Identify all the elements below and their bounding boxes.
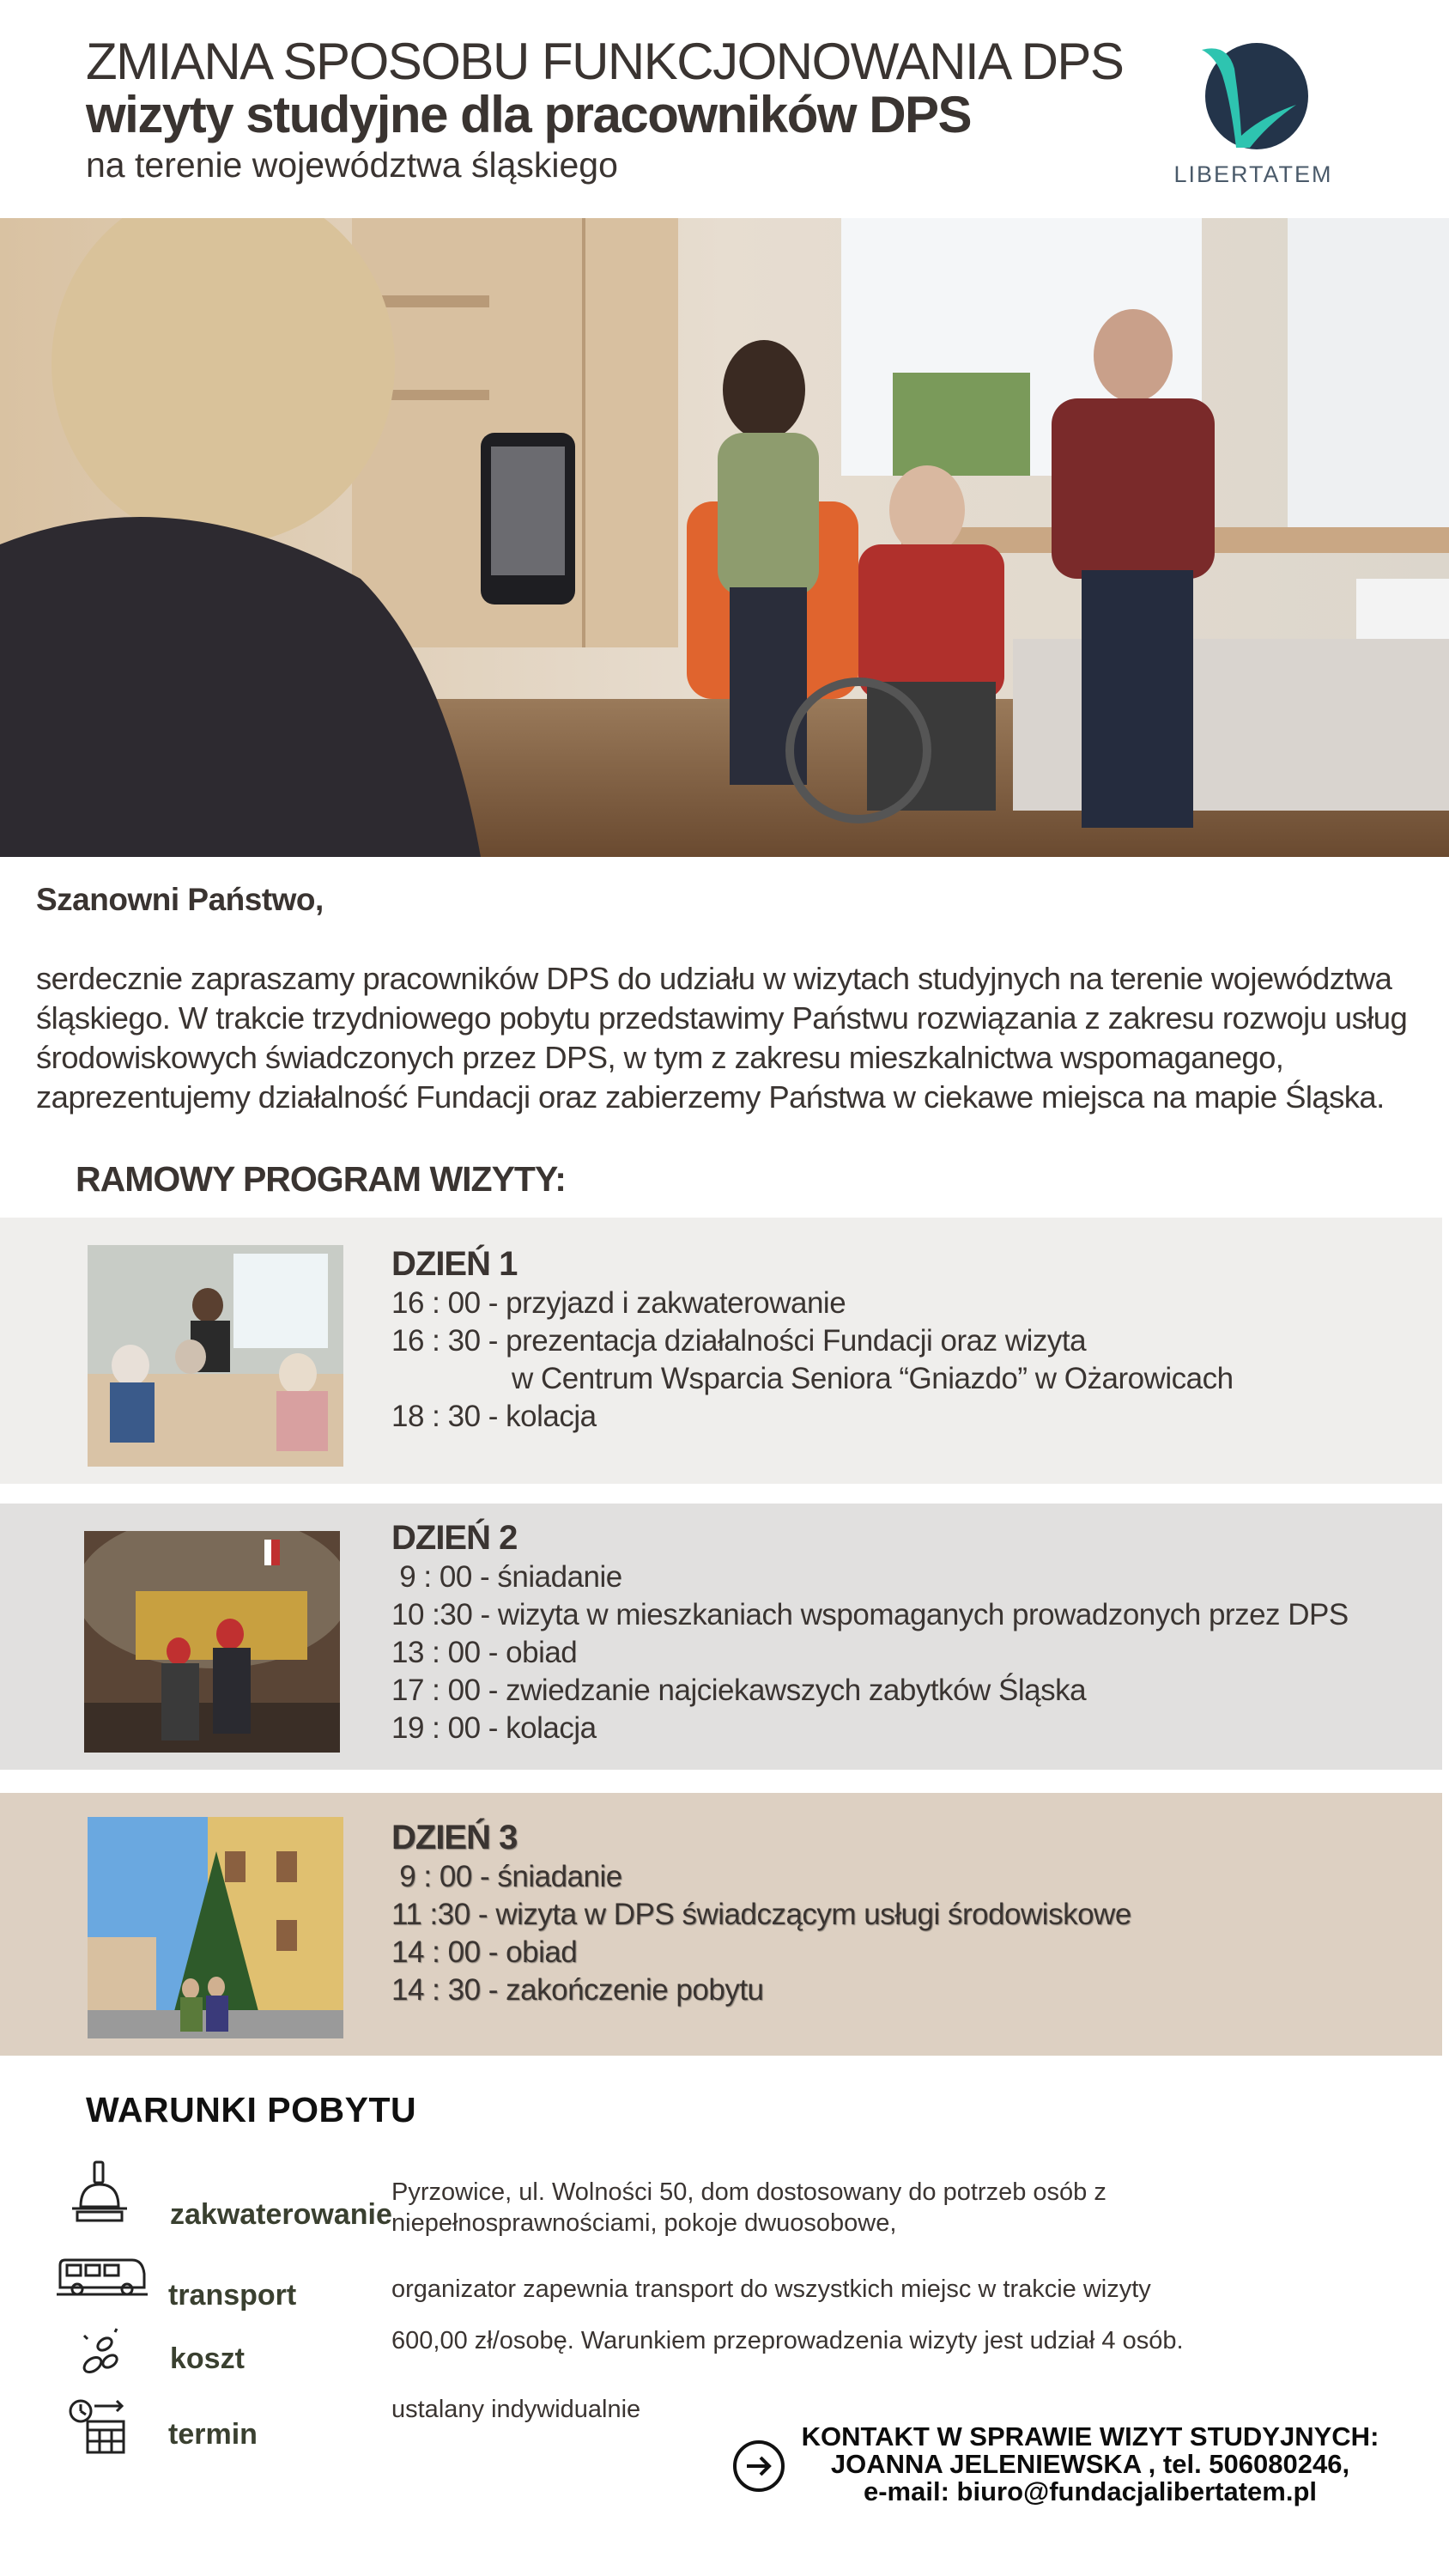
- calendar-icon: [65, 2396, 129, 2460]
- day-2-item-1: 9 : 00 - śniadanie: [391, 1560, 622, 1594]
- bus-icon: [55, 2255, 149, 2302]
- contact-block: [773, 2423, 1408, 2506]
- title-line-1: ZMIANA SPOSOBU FUNKCJONOWANIA DPS: [86, 33, 1124, 90]
- logo-text: LIBERTATEM: [1173, 161, 1333, 187]
- day-2-item-2: 10 :30 - wizyta w mieszkaniach wspomaganych prowadzonych przez DPS: [391, 1598, 1349, 1631]
- day-3-item-2: 11 :30 - wizyta w DPS świadczącym usługi środowiskowe: [391, 1898, 1131, 1931]
- hero-photo: [0, 218, 1449, 857]
- day-1-section: [0, 1218, 1442, 1484]
- day-3-item-1: 9 : 00 - śniadanie: [391, 1860, 622, 1893]
- title-line-2: wizyty studyjne dla pracowników DPS: [86, 86, 972, 143]
- libertatem-logo: [1167, 34, 1339, 189]
- day-3-title: DZIEŃ 3: [391, 1819, 518, 1856]
- day-1-item-2: 16 : 30 - prezentacja działalności Fundacji oraz wizyta: [391, 1324, 1087, 1358]
- day-2-item-3: 13 : 00 - obiad: [391, 1636, 578, 1669]
- day-2-schedule: [391, 1517, 1349, 1747]
- transport-text: organizator zapewnia transport do wszystkich miejsc w trakcie wizyty: [391, 2275, 1151, 2303]
- day-1-title: DZIEŃ 1: [391, 1245, 518, 1283]
- transport-label: transport: [168, 2279, 297, 2312]
- intro-paragraph: serdecznie zapraszamy pracowników DPS do udziału w wizytach studyjnych na terenie województwa śląskiego. W trakcie trzydniowego pobytu przedstawimy Państwu rozwiązania z zakresu rozwoju usług środowiskowych świadczonych przez DPS, w tym z zakresu mieszkalnictwa wspomaganego, zaprezentujemy działalność Fundacji oraz zabierzemy Państwa w ciekawe miejsca na mapie Śląska.: [36, 961, 1408, 1115]
- accommodation-text: Pyrzowice, ul. Wolności 50, dom dostosowany do potrzeb osób z niepełnosprawnościami, pokoje dwuosobowe,: [391, 2178, 1106, 2237]
- day-1-item-3: 18 : 30 - kolacja: [391, 1400, 597, 1433]
- accommodation-label: zakwaterowanie: [170, 2198, 392, 2231]
- day-1-item-1: 16 : 00 - przyjazd i zakwaterowanie: [391, 1286, 846, 1320]
- cost-text: 600,00 zł/osobę. Warunkiem przeprowadzenia wizyty jest udział 4 osób.: [391, 2327, 1184, 2354]
- coins-icon: [76, 2327, 124, 2383]
- day-3-item-3: 14 : 00 - obiad: [391, 1935, 578, 1969]
- program-title: RAMOWY PROGRAM WIZYTY:: [76, 1159, 566, 1199]
- day-2-title: DZIEŃ 2: [391, 1519, 518, 1557]
- day-3-item-4: 14 : 30 - zakończenie pobytu: [391, 1973, 764, 2007]
- contact-name-phone: JOANNA JELENIEWSKA , tel. 506080246,: [830, 2449, 1350, 2479]
- day-1-photo: [88, 1245, 343, 1467]
- day-3-section: [0, 1793, 1442, 2056]
- libertatem-logo-mark: [1167, 34, 1339, 163]
- greeting: Szanowni Państwo,: [36, 882, 324, 917]
- date-text: ustalany indywidualnie: [391, 2396, 641, 2423]
- day-1-schedule: [391, 1243, 1234, 1436]
- day-2-photo: [84, 1531, 340, 1753]
- hotel-bell-icon: [65, 2159, 134, 2232]
- contact-email[interactable]: e-mail: biuro@fundacjalibertatem.pl: [863, 2476, 1318, 2506]
- title-line-3: na terenie województwa śląskiego: [86, 145, 618, 185]
- date-label: termin: [168, 2418, 258, 2451]
- day-2-section: [0, 1504, 1442, 1770]
- cost-label: koszt: [170, 2342, 245, 2375]
- conditions-title: WARUNKI POBYTU: [86, 2090, 417, 2129]
- day-2-item-5: 19 : 00 - kolacja: [391, 1711, 597, 1745]
- day-1-item-2-continued: w Centrum Wsparcia Seniora “Gniazdo” w Ożarowicach: [512, 1362, 1234, 1395]
- day-3-schedule: [391, 1817, 1131, 2009]
- day-2-item-4: 17 : 00 - zwiedzanie najciekawszych zabytków Śląska: [391, 1674, 1087, 1707]
- contact-heading: KONTAKT W SPRAWIE WIZYT STUDYJNYCH:: [801, 2421, 1379, 2451]
- day-3-photo: [88, 1817, 343, 2038]
